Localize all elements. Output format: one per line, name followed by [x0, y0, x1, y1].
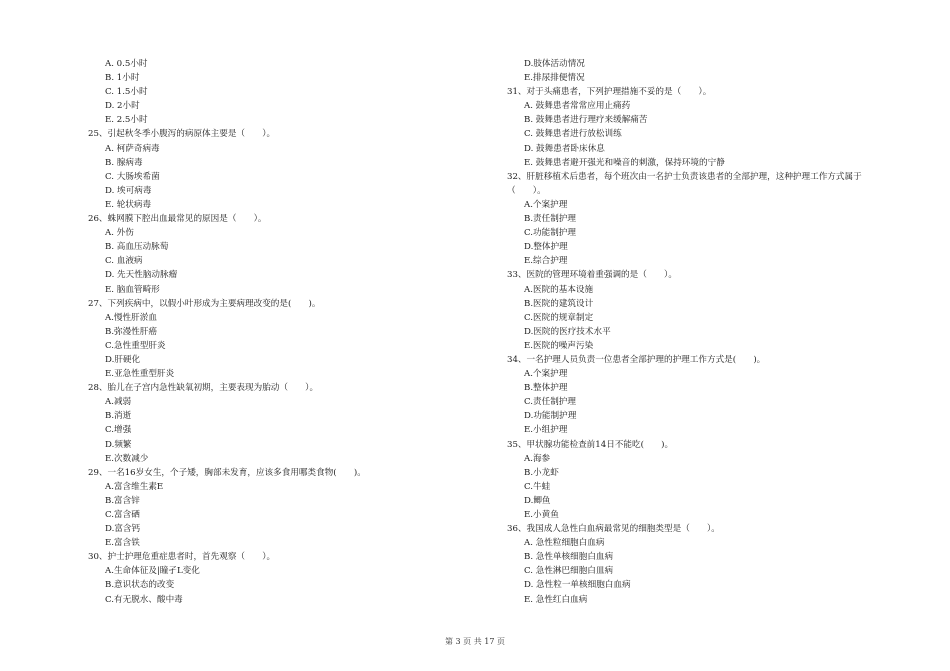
answer-option: A.生命体征及|瞳孑L变化 [105, 566, 200, 577]
answer-option: C.富含硒 [105, 510, 140, 520]
left-column [88, 57, 488, 607]
answer-option: D.医院的医疗技术水平 [524, 326, 611, 337]
answer-option: D.功能制护理 [524, 411, 577, 422]
answer-option: D.鲫鱼 [524, 495, 551, 506]
question-text: 33、医院的管理环境着重强调的是（ ）。 [507, 270, 677, 281]
question-text: 32、肝脏移植术后患者，每个班次由一名护士负责该患者的全部护理，这种护理工作方式属于 [507, 171, 862, 182]
answer-option: C. 血液病 [105, 256, 143, 267]
answer-option: C. 急性淋巴细胞白皿病 [524, 566, 614, 577]
answer-option: A.医院的基本设施 [524, 284, 594, 295]
answer-option: E.综合护理 [524, 256, 568, 267]
question-text: 25、引起秋冬季小腹泻的病原体主要是（ ）。 [88, 129, 276, 140]
question-text: （ ）。 [507, 185, 546, 196]
answer-option: D. 先天性脑动脉瘤 [105, 270, 178, 281]
answer-option: A.慢性肝淤血 [105, 312, 157, 323]
answer-option: D. 埃可病毒 [105, 185, 152, 196]
answer-option: B.责任制护理 [524, 214, 577, 225]
answer-option: C. 鼓舞患者进行放松训练 [524, 129, 622, 140]
answer-option: D. 2小时 [105, 101, 140, 112]
question-text: 28、胎儿在子宫内急性缺氧初期，主要表现为胎动（ ）。 [88, 383, 319, 394]
answer-option: B.整体护理 [524, 383, 568, 394]
answer-option: B.富含锌 [105, 495, 140, 506]
right-column [507, 57, 927, 607]
answer-option: E.亚急性重型肝炎 [105, 369, 175, 380]
page-footer: 第 3 页 共 17 页 [445, 637, 505, 646]
answer-option: C.责任制护理 [524, 397, 576, 408]
answer-option: A.个案护理 [524, 199, 568, 210]
question-text: 35、甲状腺功能检查前14日不能吃( )。 [507, 439, 674, 450]
answer-option: A. 0.5小时 [105, 59, 148, 69]
answer-option: B.小龙虾 [524, 467, 559, 478]
answer-option: E.医院的噪声污染 [524, 340, 594, 351]
answer-option: A.减弱 [105, 397, 132, 408]
question-text: 29、一名16岁女生，个子矮，胸部未发育，应该多食用哪类食物( )。 [88, 467, 366, 478]
question-text: 34、一名护理人员负责一位患者全部护理的护理工作方式是( )。 [507, 354, 766, 365]
answer-option: C.医院的规章制定 [524, 312, 594, 323]
answer-option: C. 大肠埃希菌 [105, 171, 160, 182]
answer-option: E. 急性红白血病 [524, 594, 588, 605]
answer-option: E. 2.5小时 [105, 115, 148, 126]
question-text: 26、蛛网膜下腔出血最常见的原因是（ ）。 [88, 214, 267, 225]
answer-option: A.海参 [524, 453, 551, 464]
answer-option: E. 鼓舞患者避开强光和噪音的刺激，保持环境的宁静 [524, 157, 725, 168]
answer-option: A.富含维生素E [105, 481, 164, 492]
answer-option: C.急性重型肝炎 [105, 340, 166, 351]
answer-option: E.小黄鱼 [524, 510, 559, 520]
answer-option: E.富含铁 [105, 538, 140, 549]
answer-option: E. 脑血管畸形 [105, 284, 160, 295]
answer-option: B.意识状态的改变 [105, 580, 175, 591]
answer-option: E.次数减少 [105, 453, 149, 464]
answer-option: A. 鼓舞患者常常应用止痛药 [524, 101, 631, 112]
answer-option: A. 柯萨奇病毒 [105, 143, 160, 154]
answer-option: E.小组护理 [524, 425, 568, 436]
answer-option: B.医院的建筑设计 [524, 298, 594, 309]
answer-option: A. 急性粒细胞白血病 [524, 538, 605, 549]
answer-option: B.消逝 [105, 411, 132, 422]
answer-option: C.牛蛙 [524, 481, 551, 492]
answer-option: C.功能制护理 [524, 228, 576, 239]
question-text: 31、对于头痛患者，下列护理措施不妥的是（ ）。 [507, 87, 712, 98]
answer-option: D. 鼓舞患者卧床休息 [524, 143, 605, 154]
answer-option: C.有无脱水、酸中毒 [105, 594, 183, 605]
question-text: 30、护士护理危重症患者时，首先观察（ ）。 [88, 552, 276, 563]
answer-option: A.个案护理 [524, 369, 568, 380]
answer-option: D.肝硬化 [105, 354, 141, 365]
answer-option: C.增强 [105, 425, 132, 436]
answer-option: D.富含钙 [105, 524, 141, 535]
question-text: 36、我国成人急性白血病最常见的细胞类型是（ ）。 [507, 524, 720, 535]
answer-option: A. 外伤 [105, 228, 134, 239]
answer-option: D.整体护理 [524, 242, 568, 253]
question-text: 27、下列疾病中，以假小叶形成为主要病理改变的是( )。 [88, 298, 321, 309]
answer-option: D. 急性粒一单核细胞白血病 [524, 580, 631, 591]
answer-option: B. 高血压动脉萄 [105, 242, 169, 253]
answer-option: C. 1.5小时 [105, 87, 148, 98]
answer-option: B. 腺病毒 [105, 157, 143, 168]
answer-option: E.排尿排便情况 [524, 73, 585, 84]
answer-option: B.弥漫性肝癌 [105, 326, 158, 337]
answer-option: D.肢体活动情况 [524, 59, 585, 69]
answer-option: B. 鼓舞患者进行理疗来缓解痛苦 [524, 115, 648, 126]
answer-option: B. 急性单核细胞白血病 [524, 552, 614, 563]
answer-option: D.频繁 [105, 439, 132, 450]
answer-option: B. 1小时 [105, 73, 140, 84]
answer-option: E. 轮状病毒 [105, 199, 152, 210]
